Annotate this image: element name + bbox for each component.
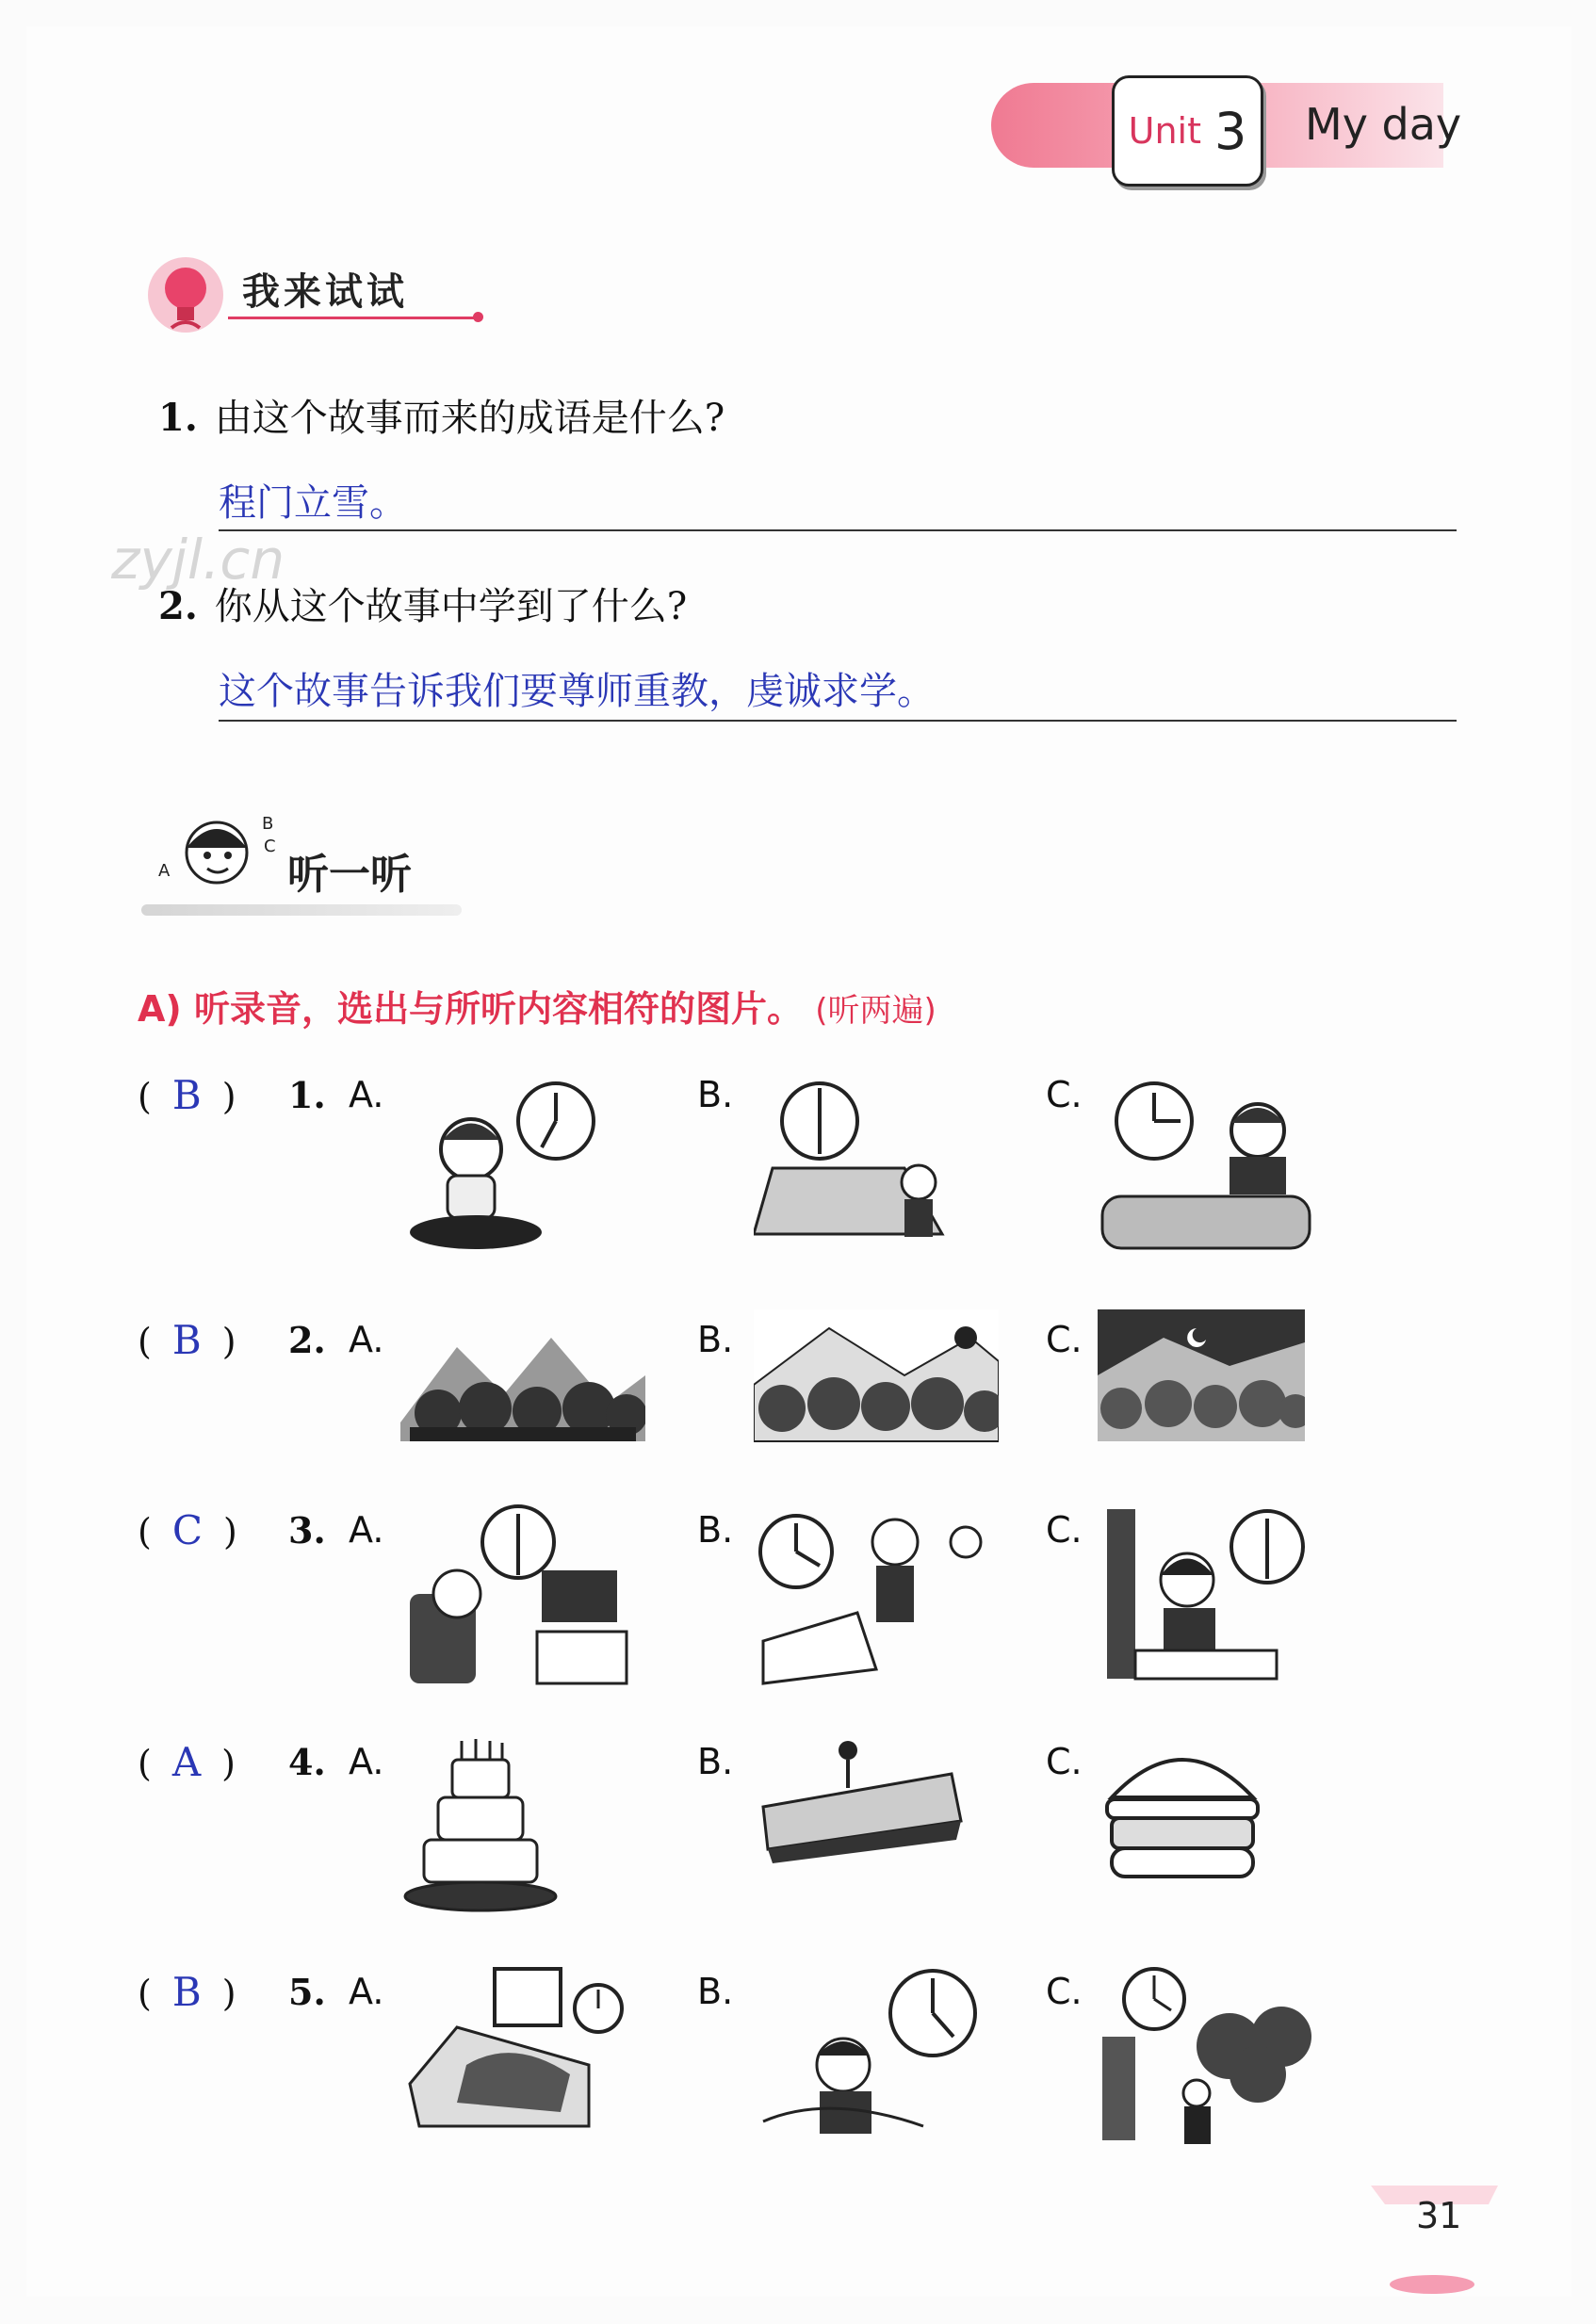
answer-bracket: ( A ) [138, 1739, 236, 1785]
heading-underline [141, 904, 462, 916]
listen-item-2 [0, 1309, 1596, 1460]
answer-1: 程门立雪。 [219, 481, 407, 525]
answer-bracket: ( C ) [138, 1507, 237, 1553]
listen-item-1 [0, 1064, 1596, 1215]
option-label-b: B. [697, 1971, 734, 2012]
watermark: zyjl.cn [111, 528, 285, 592]
sandwich-picture[interactable] [754, 1731, 970, 1873]
option-label-a: A. [349, 1509, 384, 1551]
boy-listening-icon [141, 810, 292, 914]
option-label-a: A. [349, 1319, 384, 1360]
page-number: 31 [1416, 2195, 1462, 2236]
item-number: 1. [288, 1074, 326, 1116]
item-number: 5. [288, 1971, 326, 2013]
question-number: 2. [158, 584, 198, 628]
unit-number: 3 [1214, 101, 1247, 161]
boy-walking-park-picture[interactable] [1098, 1961, 1314, 2150]
unit-badge [1112, 75, 1263, 187]
boy-eating-clock-picture[interactable] [400, 1064, 608, 1262]
divider-dot [473, 312, 483, 322]
option-label-b: B. [697, 1074, 734, 1115]
item-number: 4. [288, 1741, 326, 1783]
selected-answer: C [171, 1507, 203, 1553]
boy-at-table-clock-picture[interactable] [754, 1064, 961, 1262]
birthday-cake-picture[interactable] [400, 1731, 561, 1920]
svg-text:B: B [262, 814, 274, 834]
instruction-text: A) 听录音，选出与所听内容相符的图片。 [138, 988, 804, 1030]
forest-night-picture[interactable] [1098, 1309, 1305, 1451]
instruction-note: (听两遍) [815, 992, 936, 1030]
section-listen-title: 听一听 [287, 851, 412, 899]
answer-2: 这个故事告诉我们要尊师重教，虔诚求学。 [219, 670, 935, 713]
answer-bracket: ( B ) [138, 1969, 236, 2015]
selected-answer: B [171, 1317, 202, 1363]
section-try-heading [143, 252, 482, 337]
lightbulb-icon [143, 252, 228, 337]
option-label-a: A. [349, 1074, 384, 1115]
svg-text:A: A [158, 861, 171, 881]
option-label-b: B. [697, 1319, 734, 1360]
selected-answer: B [171, 1969, 202, 2015]
selected-answer: B [171, 1072, 202, 1118]
option-label-c: C. [1046, 1074, 1083, 1115]
item-number: 2. [288, 1319, 326, 1361]
divider [228, 317, 475, 319]
unit-word: Unit [1128, 110, 1201, 152]
question-text: 你从这个故事中学到了什么? [214, 585, 688, 628]
boy-football-picture[interactable] [754, 1500, 989, 1688]
selected-answer: A [171, 1739, 202, 1785]
listen-instruction [138, 980, 936, 1032]
option-label-c: C. [1046, 1319, 1083, 1360]
question-number: 1. [158, 396, 198, 440]
section-try-title: 我来试试 [242, 270, 408, 314]
listen-item-4 [0, 1731, 1596, 1882]
option-label-b: B. [697, 1509, 734, 1551]
answer-line [219, 720, 1457, 722]
question-1 [158, 388, 725, 442]
boy-sleeping-picture[interactable] [400, 1961, 627, 2150]
listen-item-5 [0, 1961, 1596, 2112]
answer-bracket: ( B ) [138, 1317, 236, 1363]
answer-bracket: ( B ) [138, 1072, 236, 1118]
page-corner-decoration [1357, 2167, 1517, 2308]
option-label-c: C. [1046, 1971, 1083, 2012]
boy-watching-tv-picture[interactable] [400, 1500, 636, 1688]
hamburger-picture[interactable] [1098, 1731, 1267, 1901]
section-listen-heading [132, 810, 471, 933]
option-label-a: A. [349, 1971, 384, 2012]
listen-item-3 [0, 1500, 1596, 1650]
boy-dinner-clock-picture[interactable] [1098, 1064, 1314, 1262]
forest-sunset-picture[interactable] [754, 1309, 999, 1451]
option-label-c: C. [1046, 1741, 1083, 1782]
item-number: 3. [288, 1509, 326, 1552]
option-label-a: A. [349, 1741, 384, 1782]
girl-homework-picture[interactable] [1098, 1500, 1314, 1688]
boy-waking-up-picture[interactable] [754, 1961, 980, 2150]
forest-morning-picture[interactable] [400, 1309, 645, 1451]
option-label-c: C. [1046, 1509, 1083, 1551]
answer-line [219, 529, 1457, 531]
option-label-b: B. [697, 1741, 734, 1782]
unit-title: My day [1305, 99, 1462, 150]
svg-text:C: C [264, 837, 276, 856]
question-2 [158, 577, 687, 630]
question-text: 由这个故事而来的成语是什么? [214, 397, 725, 440]
